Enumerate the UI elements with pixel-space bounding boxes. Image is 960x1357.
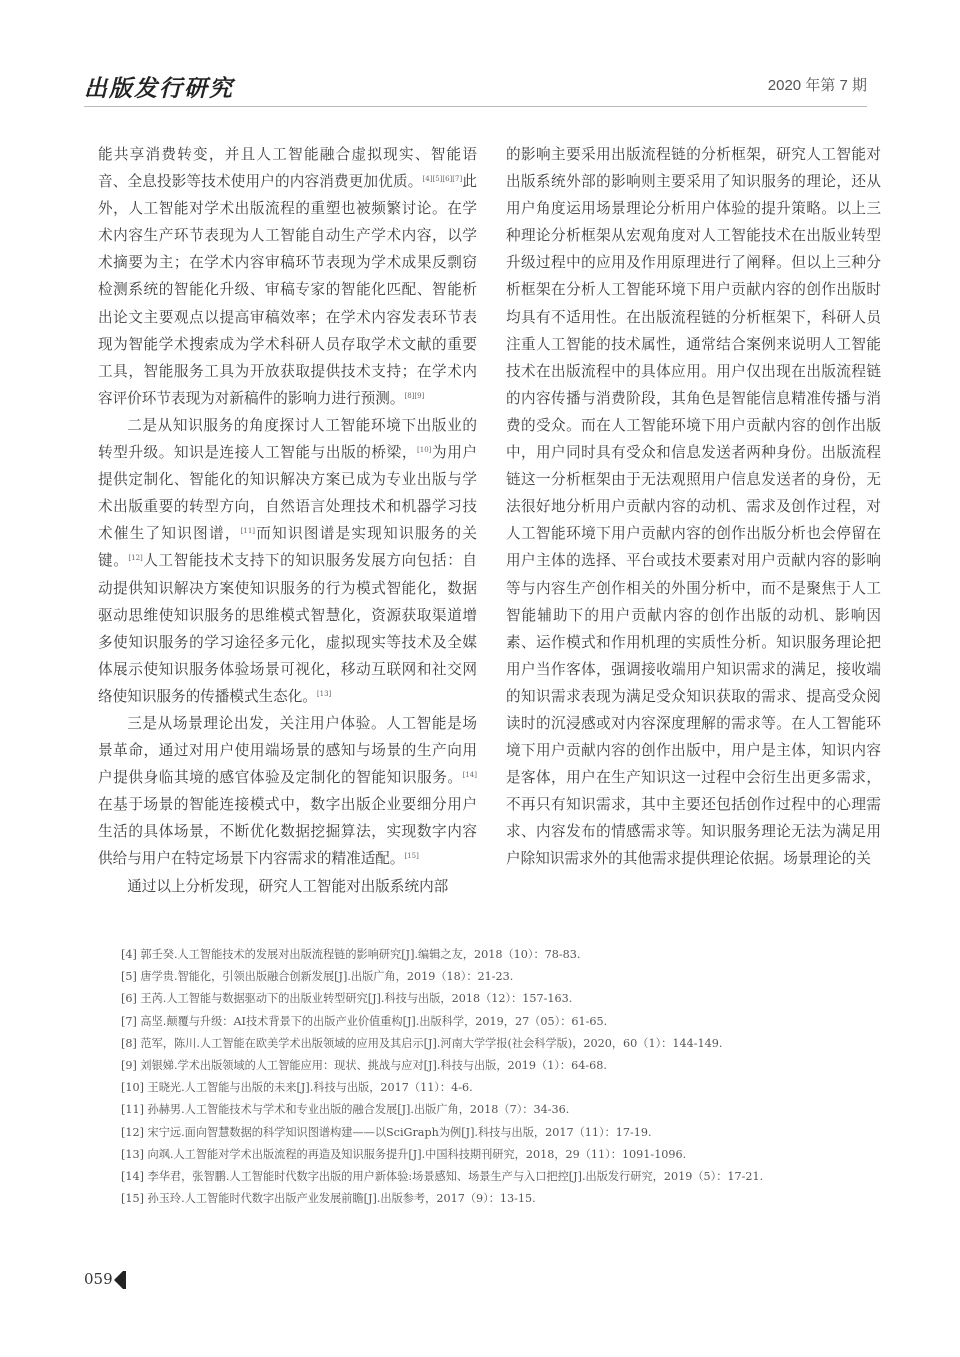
footnote-item: [12] 宋宁远.面向智慧数据的科学知识图谱构建——以SciGraph为例[J].科技与出版，2017（11）：17-19. — [121, 1125, 652, 1139]
left-column — [98, 141, 477, 900]
footnote-item: [14] 李华君，张智鹏.人工智能时代数字出版的用户新体验:场景感知、场景生产与入口把控[J].出版发行研究，2019（5）：17-21. — [121, 1170, 764, 1184]
citation-marker: [11] — [240, 527, 256, 536]
footnote-item: [8] 范军，陈川.人工智能在欧美学术出版领域的应用及其启示[J].河南大学学报(社会科学版)，2020，60（1）：144-149. — [121, 1036, 723, 1050]
footnote-item: [11] 孙赫男.人工智能技术与学术和专业出版的融合发展[J].出版广角，2018（7）：34-36. — [121, 1103, 570, 1117]
text-run: 为用户提供定制化、智能化的知识解决方案已成为专业出版与学术出版重要的转型方向，自然语言处理技术和机器学习技术催生了知识图谱， — [98, 444, 477, 543]
paragraph — [98, 710, 477, 873]
text-run: 三是从场景理论出发，关注用户体验。人工智能是场景革命，通过对用户使用端场景的感知与场景的生产向用户提供身临其境的感官体验及定制化的智能知识服务。 — [98, 714, 477, 787]
page-header — [84, 68, 867, 108]
text-run: 在基于场景的智能连接模式中，数字出版企业要细分用户生活的具体场景，不断优化数据挖掘算法，实现数字内容供给与用户在特定场景下内容需求的精准适配。 — [98, 796, 477, 868]
footnote-item: [10] 王晓光.人工智能与出版的未来[J].科技与出版，2017（11）：4-6. — [121, 1081, 473, 1095]
citation-marker: [4][5][6][7] — [422, 175, 463, 184]
footnotes — [121, 944, 881, 1210]
paragraph — [98, 873, 477, 900]
footnote-item: [6] 王芮.人工智能与数据驱动下的出版业转型研究[J].科技与出版，2018（12）：157-163. — [121, 992, 573, 1006]
page-bar-icon — [123, 1271, 126, 1289]
page-number: 059 — [84, 1270, 113, 1288]
paragraph — [506, 141, 881, 873]
text-run: 人工智能技术支持下的知识服务发展方向包括：自动提供知识解决方案使知识服务的行为模式智能化，数据驱动思维使知识服务的思维模式智慧化，资源获取渠道增多使知识服务的学习途径多元化，虚拟现实等技术及全媒体展示使知识服务体验场景可视化，移动互联网和社交网络使知识服务的传播模式生态化。 — [98, 552, 477, 705]
header-rule — [84, 106, 867, 107]
citation-marker: [12] — [128, 554, 143, 563]
text-run: 通过以上分析发现，研究人工智能对出版系统内部 — [127, 877, 449, 895]
footnote-item: [9] 刘银娣.学术出版领域的人工智能应用：现状、挑战与应对[J].科技与出版，2019（1）：64-68. — [121, 1059, 607, 1073]
footnote-item: [4] 郭壬癸.人工智能技术的发展对出版流程链的影响研究[J].编辑之友，2018（10）：78-83. — [121, 948, 581, 961]
text-run: 二是从知识服务的角度探讨人工智能环境下出版业的转型升级。知识是连接人工智能与出版的桥梁， — [98, 416, 477, 462]
text-run: 而知识图谱是实现知识服务的关键。 — [98, 525, 477, 570]
citation-marker: [13] — [316, 689, 332, 698]
page-arrow-icon — [114, 1271, 123, 1289]
footnote-item: [5] 唐学贵.智能化，引领出版融合创新发展[J].出版广角，2019（18）：21-23. — [121, 970, 514, 984]
paragraph — [98, 412, 477, 710]
issue-label: 2020 年第 7 期 — [767, 77, 867, 94]
journal-title: 出版发行研究 — [84, 75, 234, 102]
footnote-item: [15] 孙玉玲.人工智能时代数字出版产业发展前瞻[J].出版参考，2017（9）：13-15. — [121, 1192, 536, 1206]
paragraph — [98, 141, 477, 412]
text-run: 能共享消费转变，并且人工智能融合虚拟现实、智能语音、全息投影等技术使用户的内容消费更加优质。 — [98, 146, 477, 191]
footnote-item: [7] 高坚.颠覆与升级：AI技术背景下的出版产业价值重构[J].出版科学，2019，27（05）：61-65. — [121, 1014, 608, 1028]
text-run: 的影响主要采用出版流程链的分析框架，研究人工智能对出版系统外部的影响则主要采用了知识服务的理论，还从用户角度运用场景理论分析用户体验的提升策略。以上三种理论分析框架从宏观角度对人工智能技术在出版业转型升级过程中的应用及作用原理进行了阐释。但以上三种分析框架在分析人工智能环境下用户贡献内容的创作出版时均具有不适用性。在出版流程链的分析框架下，科研人员注重人工智能的技术属性，通常结合案例来说明人工智能技术在出版流程中的具体应用。用户仅出现在出版流程链的内容传播与消费阶段，其角色是智能信息精准传播与消费的受众。而在人工智能环境下用户贡献内容的创作出版中，用户同时具有受众和信息发送者两种身份。出版流程链这一分析框架由于无法观照用户信息发送者的身份，无法很好地分析用户贡献内容的动机、需求及创作过程，对人工智能环境下用户贡献内容的创作出版分析也会停留在用户主体的选择、平台或技术要素对用户贡献内容的影响等与内容生产创作相关的外围分析中，而不是聚焦于人工智能辅助下的用户贡献内容的创作出版的动机、影响因素、运作模式和作用机理的实质性分析。知识服务理论把用户当作客体，强调接收端用户知识需求的满足，接收端的知识需求表现为满足受众知识获取的需求、提高受众阅读时的沉浸感或对内容深度理解的需求等。在人工智能环境下用户贡献内容的创作出版中，用户是主体，知识内容是客体，用户在生产知识这一过程中会衍生出更多需求，不再只有知识需求，其中主要还包括创作过程中的心理需求、内容发布的情感需求等。知识服务理论无法为满足用户除知识需求外的其他需求提供理论依据。场景理论的关 — [506, 146, 881, 868]
right-column — [506, 141, 881, 873]
citation-marker: [14] — [462, 771, 477, 780]
citation-marker: [15] — [404, 852, 419, 861]
footnote-item: [13] 向飒.人工智能对学术出版流程的再造及知识服务提升[J].中国科技期刊研究，2018，29（11）：1091-1096. — [121, 1147, 687, 1161]
citation-marker: [8][9] — [404, 391, 425, 400]
text-run: 此外，人工智能对学术出版流程的重塑也被频繁讨论。在学术内容生产环节表现为人工智能自动生产学术内容，以学术摘要为主；在学术内容审稿环节表现为学术成果反剽窃检测系统的智能化升级、审稿专家的智能化匹配、智能析出论文主要观点以提高审稿效率；在学术内容发表环节表现为智能学术搜索成为学术科研人员存取学术文献的重要工具，智能服务工具为开放获取提供技术支持；在学术内容评价环节表现为对新稿件的影响力进行预测。 — [98, 173, 477, 407]
citation-marker: [10] — [417, 446, 432, 455]
